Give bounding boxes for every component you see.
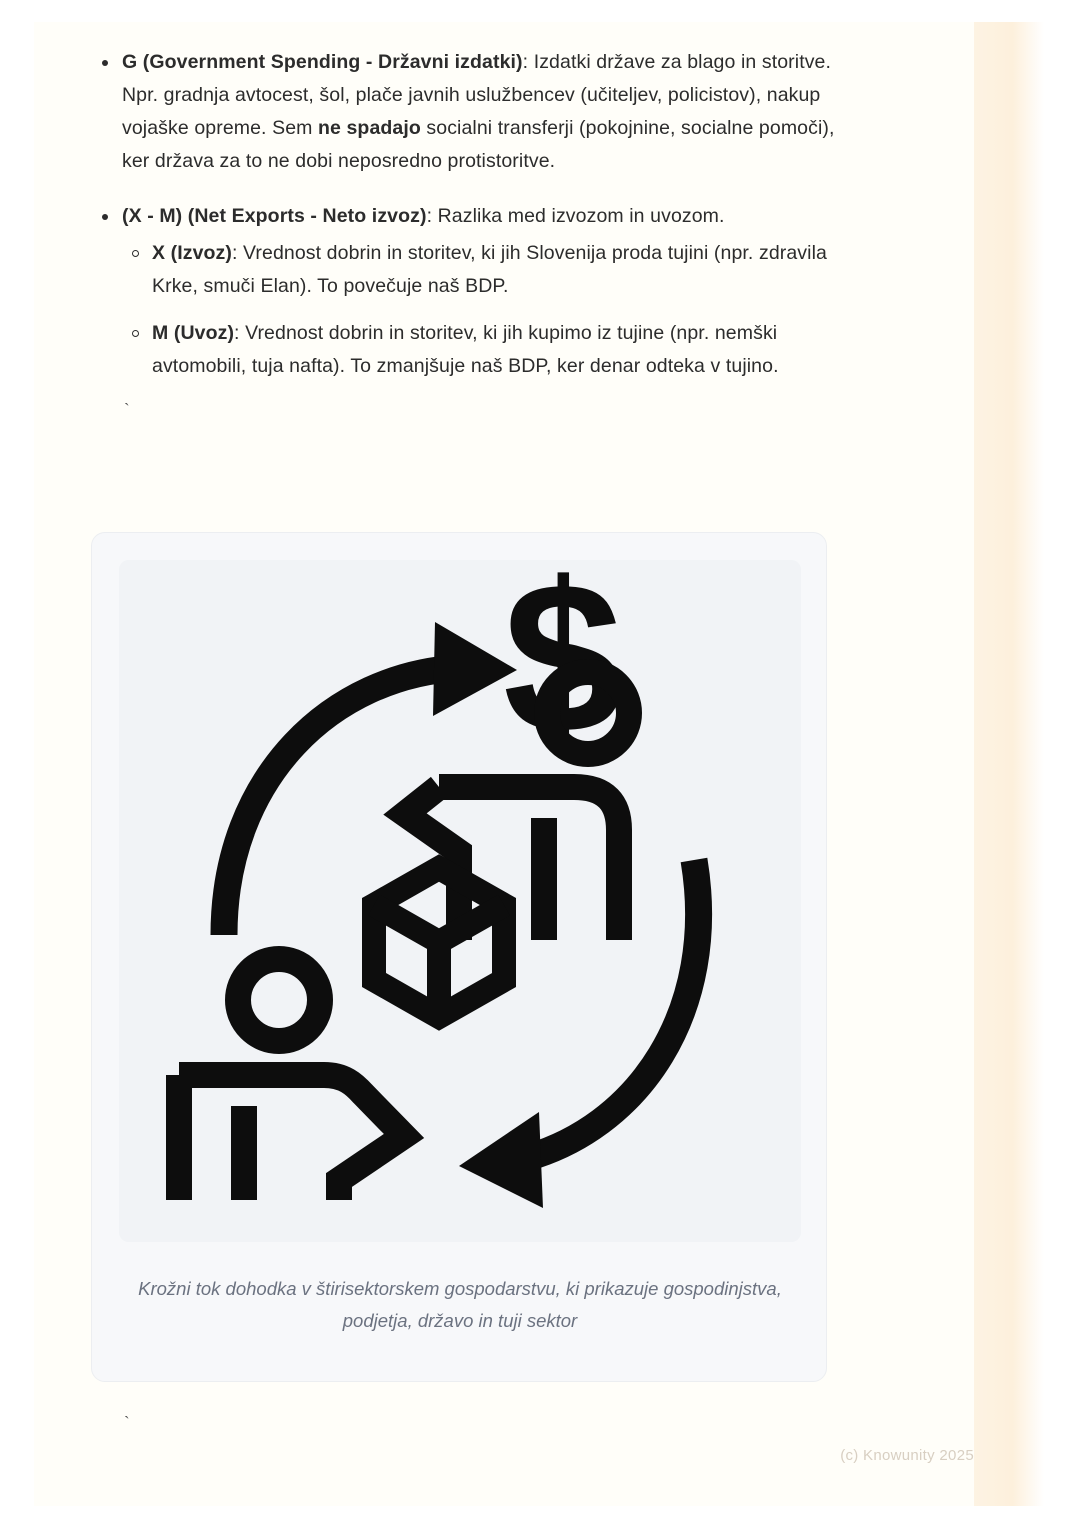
bullet-list-level-2 <box>122 237 854 383</box>
circular-flow-of-income-illustration <box>119 560 801 1242</box>
document-page <box>34 22 1044 1506</box>
text-content <box>94 46 854 419</box>
list-item <box>122 200 854 383</box>
list-item <box>152 237 854 303</box>
bullet-text-part-2: socialni transferji (pokojnine, socialne pomoči), ker država za to ne dobi neposredno protistoritve. <box>122 117 835 172</box>
watermark: (c) Knowunity 2025 <box>840 1447 974 1464</box>
bullet-list-level-1 <box>94 46 854 383</box>
bullet-emphasis: ne spadajo <box>318 117 421 139</box>
list-item <box>122 46 854 178</box>
bullet-lead-label: G (Government Spending - Državni izdatki) <box>122 51 523 73</box>
stray-backtick-top: ` <box>124 400 130 419</box>
sub-bullet-lead-label: X (Izvoz) <box>152 242 232 264</box>
sub-bullet-text: : Vrednost dobrin in storitev, ki jih Slovenija proda tujini (npr. zdravila Krke, smuči Elan). To povečuje naš BDP. <box>152 242 827 297</box>
stray-backtick-bottom: ` <box>124 1413 130 1432</box>
bullet-text-part-1: : Izdatki države za blago in storitve. Npr. gradnja avtocest, šol, plače javnih uslužbencev (učiteljev, policistov), nakup vojaške opreme. Sem <box>122 51 832 139</box>
figure-card <box>91 532 827 1382</box>
figure-image <box>119 560 801 1242</box>
list-item <box>152 317 854 383</box>
sub-bullet-text: : Vrednost dobrin in storitev, ki jih kupimo iz tujine (npr. nemški avtomobili, tuja nafta). To zmanjšuje naš BDP, ker denar odteka v tujino. <box>152 322 779 377</box>
svg-text:$: $ <box>503 560 623 778</box>
bullet-lead-label: (X - M) (Net Exports - Neto izvoz) <box>122 205 427 227</box>
figure-caption: Krožni tok dohodka v štirisektorskem gospodarstvu, ki prikazuje gospodinjstva, podjetja, državo in tuji sektor <box>138 1278 782 1331</box>
sub-bullet-lead-label: M (Uvoz) <box>152 322 235 344</box>
bullet-text-part-1: : Razlika med izvozom in uvozom. <box>426 205 725 227</box>
page-edge-strip <box>974 22 1044 1506</box>
page-body <box>34 22 974 1506</box>
